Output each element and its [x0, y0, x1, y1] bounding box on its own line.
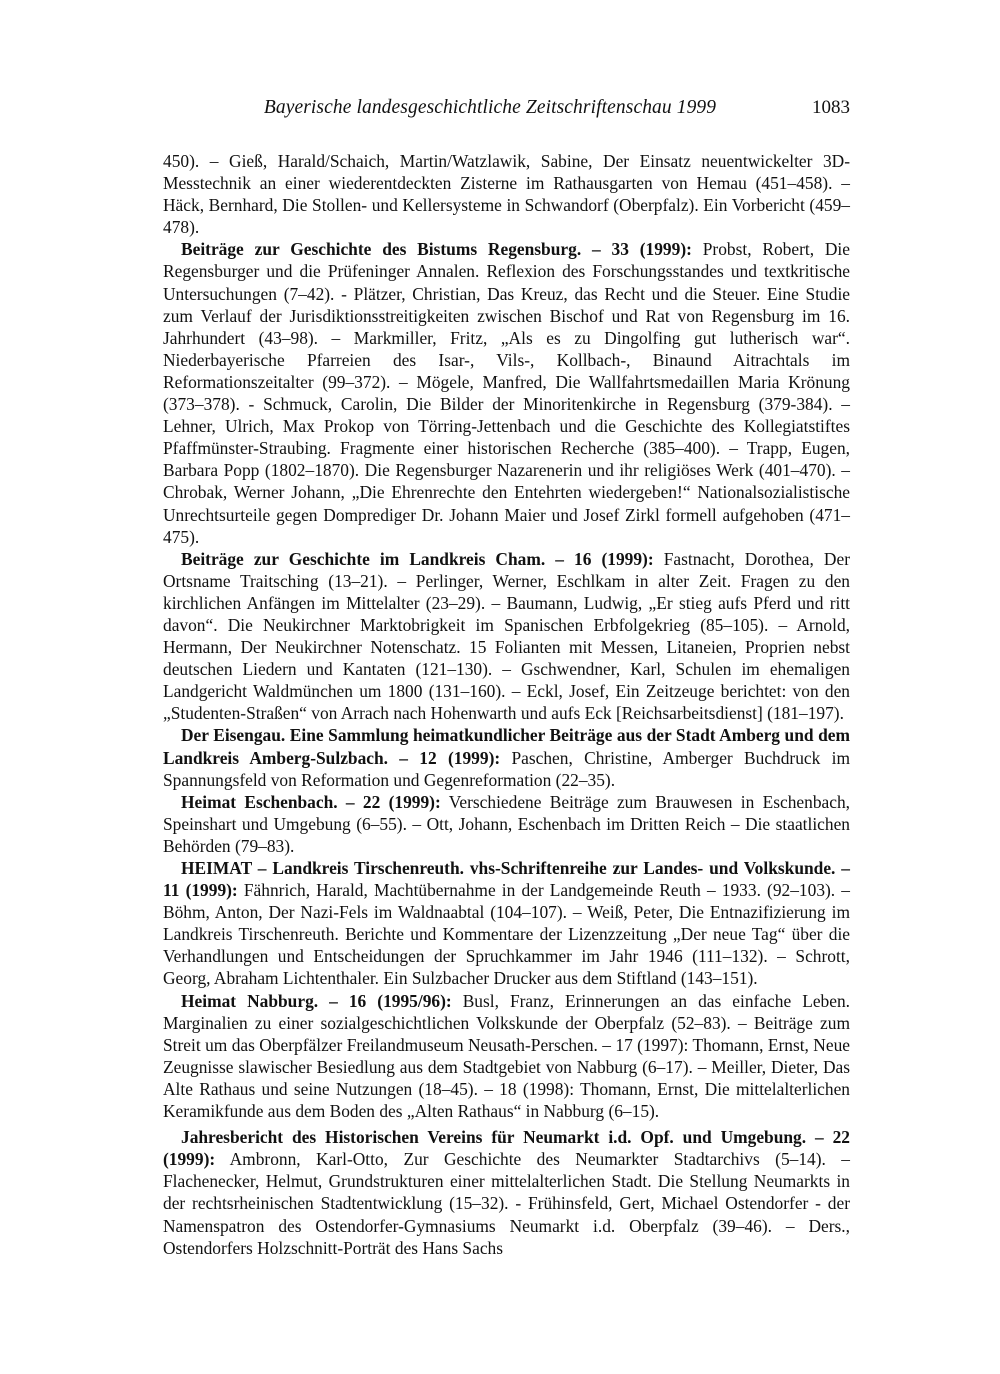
body-text — [163, 150, 850, 1259]
entry-bistum-regensburg — [163, 238, 850, 547]
journal-title: Jahresbericht des Historischen Vereins für Neumarkt i.d. Opf. und Umgebung. – 22 (1999): — [163, 1127, 850, 1170]
journal-title: Heimat Nabburg. – 16 (1995/96): — [181, 990, 452, 1011]
journal-title: Heimat Eschenbach. – 22 (1999): — [181, 791, 441, 812]
paragraph-continuation — [163, 150, 850, 238]
running-header — [160, 97, 850, 127]
entry-text: Busl, Franz, Erinnerungen an das einfache Leben. Marginalien zu einer sozialgeschichtlichen Volkskunde der Oberpfalz (52–83). – Beiträge zum Streit um das Oberpfälzer Freilandmuseum Neusath-Perschen. – 17 (1997): Thomann, Ernst, Neue Zeugnisse slawischer Besiedlung aus dem Stadtgebiet von Nabburg (6–17). – Meiller, Dieter, Das Alte Rathaus und seine Nutzungen (18–45). – 18 (1998): Thomann, Ernst, Die mittelalterlichen Keramikfunde aus dem Boden des „Alten Rathaus“ in Nabburg (6–15). — [163, 990, 850, 1122]
running-title: Bayerische landesgeschichtliche Zeitschriftenschau 1999 — [263, 97, 717, 118]
entry-text: Ambronn, Karl-Otto, Zur Geschichte des Neumarkter Stadtarchivs (5–14). – Flachenecker, Helmut, Grundstrukturen einer mittelalterlichen Stadt. Die Stellung Neumarkts in der rechtsrheinischen Stadtentwicklung (15–32). - Frühinsfeld, Gert, Michael Ostendorfer - der Namenspatron des Ostendorfer-Gymnasiums Neumarkt i.d. Oberpfalz (39–46). – Ders., Ostendorfers Holzschnitt-Porträt des Hans Sachs — [163, 1149, 850, 1258]
entry-text: Fähnrich, Harald, Machtübernahme in der Landgemeinde Reuth – 1933. (92–103). – Böhm, Anton, Der Nazi-Fels im Waldnaabtal (104–107). – Weiß, Peter, Die Entnazifizierung im Landkreis Tirschenreuth. Berichte und Kommentare der Lizenzzeitung „Der neue Tag“ über die Verhandlungen und Entscheidungen der Spruchkammer im Jahr 1946 (111–132). – Schrott, Georg, Abraham Lichtenthaler. Ein Sulzbacher Drucker aus dem Stiftland (143–151). — [163, 880, 850, 989]
entry-heimat-nabburg — [163, 990, 850, 1123]
entry-text: Fastnacht, Dorothea, Der Ortsname Traitsching (13–21). – Perlinger, Werner, Eschlkam in alter Zeit. Fragen zu den kirchlichen Anfängen im Mittelalter (23–29). – Baumann, Ludwig, „Er stieg aufs Pferd und ritt davon“. Die Neukirchner Marktobrigkeit im Spanischen Erbfolgekrieg (85–105). – Arnold, Hermann, Der Neukirchner Notenschatz. 15 Folianten mit Messen, Litaneien, Proprien nebst deutschen Liedern und Kantaten (121–130). – Gschwendner, Karl, Schulen im ehemaligen Landgericht Waldmünchen um 1800 (131–160). – Eckl, Josef, Ein Zeitzeuge berichtet: von den „Studenten-Straßen“ von Arrach nach Hohenwarth und aufs Eck [Reichsarbeitsdienst] (181–197). — [163, 548, 850, 724]
entry-jahresbericht-neumarkt — [163, 1126, 850, 1259]
entry-heimat-tirschenreuth — [163, 857, 850, 990]
entry-heimat-eschenbach — [163, 791, 850, 857]
journal-title: Beiträge zur Geschichte im Landkreis Cham. – 16 (1999): — [181, 548, 654, 569]
entry-text: Verschiedene Beiträge zum Brauwesen in Eschenbach, Speinshart und Umgebung (6–55). – Ott, Johann, Eschenbach im Dritten Reich – Die staatlichen Behörden (79–83). — [163, 791, 850, 856]
page-number: 1083 — [812, 97, 850, 118]
paragraph-text: 450). – Gieß, Harald/Schaich, Martin/Watzlawik, Sabine, Der Einsatz neuentwickelter 3D-Messtechnik an einer wiederentdeckten Zisterne im Rathausgarten von Hemau (451–458). – Häck, Bernhard, Die Stollen- und Kellersysteme in Schwandorf (Oberpfalz). Ein Vorbericht (459–478). — [163, 151, 850, 238]
journal-title: Beiträge zur Geschichte des Bistums Regensburg. – 33 (1999): — [181, 239, 692, 260]
entry-eisengau — [163, 724, 850, 790]
journal-title: HEIMAT – Landkreis Tirschenreuth. vhs-Schriftenreihe zur Landes- und Volkskunde. – 11 (1999): — [163, 858, 850, 901]
entry-landkreis-cham — [163, 548, 850, 725]
entry-text: Paschen, Christine, Amberger Buchdruck im Spannungsfeld von Reformation und Gegenreformation (22–35). — [163, 747, 850, 790]
journal-title: Der Eisengau. Eine Sammlung heimatkundlicher Beiträge aus der Stadt Amberg und dem Landkreis Amberg-Sulzbach. – 12 (1999): — [163, 725, 850, 768]
entry-text: Probst, Robert, Die Regensburger und die Prüfeninger Annalen. Reflexion des Forschungsstandes und textkritische Untersuchungen (7–42). - Plätzer, Christian, Das Kreuz, das Recht und die Steuer. Eine Studie zum Verlauf der Jurisdiktionsstreitigkeiten zwischen Bischof und Rat von Regensburg im 16. Jahrhundert (43–98). – Markmiller, Fritz, „Als es zu Dingolfing gut lutherisch war“. Niederbayerische Pfarreien des Isar-, Vils-, Kollbach-, Binaund Aitrachtals im Reformationszeitalter (99–372). – Mögele, Manfred, Die Wallfahrtsmedaillen Maria Krönung (373–378). - Schmuck, Carolin, Die Bilder der Minoritenkirche in Regensburg (379-384). – Lehner, Ulrich, Max Prokop von Törring-Jettenbach und die Geschichte des Kollegiatstiftes Pfaffmünster-Straubing. Fragmente einer historischen Recherche (385–400). – Trapp, Eugen, Barbara Popp (1802–1870). Die Regensburger Nazarenerin und ihr religiöses Werk (401–470). – Chrobak, Werner Johann, „Die Ehrenrechte den Entehrten wiedergeben!“ Nationalsozialistische Unrechtsurteile gegen Domprediger Dr. Johann Maier und Josef Zirkl formell aufgehoben (471–475). — [163, 239, 850, 547]
